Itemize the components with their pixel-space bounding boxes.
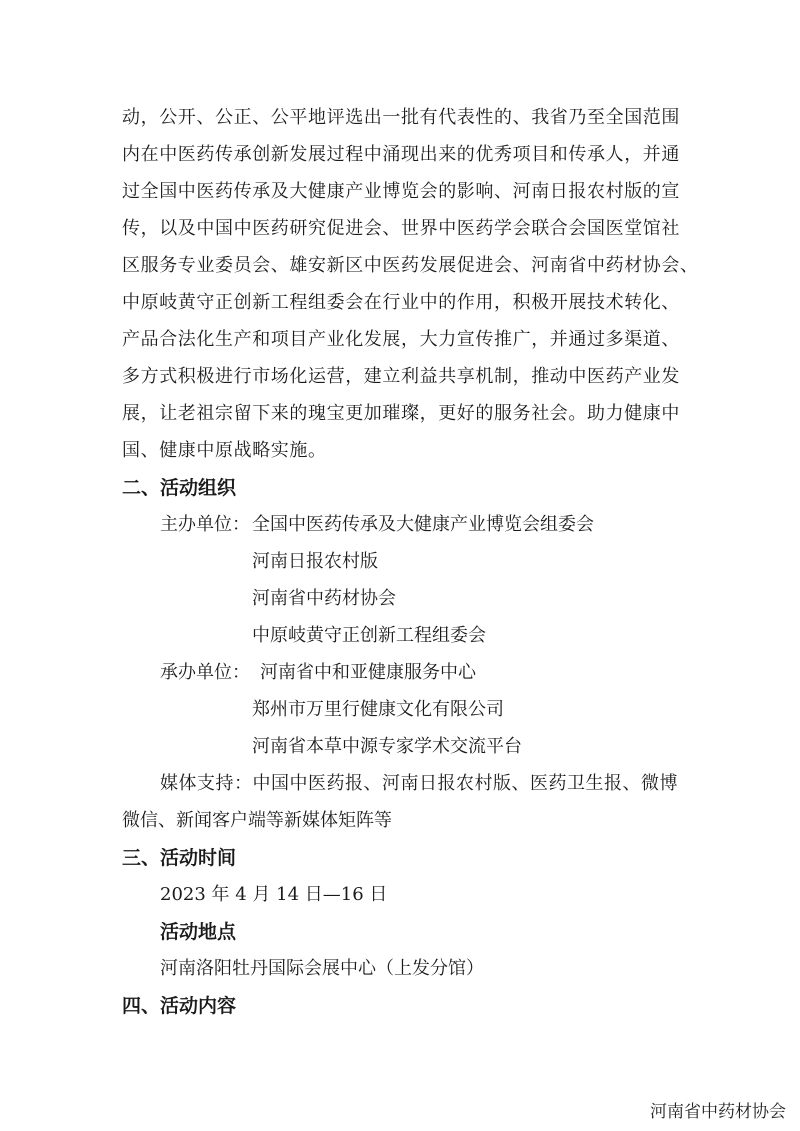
media-support-line2: 微信、新闻客户端等新媒体矩阵等 [122,810,392,831]
location-heading: 活动地点 [160,921,237,943]
intro-line: 传，以及中国中医药研究促进会、世界中医药学会联合会国医堂馆社 [122,218,680,239]
event-location: 河南洛阳牡丹国际会展中心（上发分馆） [160,958,484,979]
intro-line: 展，让老祖宗留下来的瑰宝更加璀璨，更好的服务社会。助力健康中 [122,403,680,424]
host-unit: 河南日报农村版 [252,551,378,572]
organizer-label: 承办单位： [160,662,250,683]
organizer-unit: 河南省中和亚健康服务中心 [260,662,476,683]
media-support-line1: 媒体支持：中国中医药报、河南日报农村版、医药卫生报、微博 [160,773,678,794]
event-date: 2023 年 4 月 14 日—16 日 [160,884,388,905]
intro-line: 区服务专业委员会、雄安新区中医药发展促进会、河南省中药材协会、 [122,255,699,276]
organizer-unit: 河南省本草中源专家学术交流平台 [252,736,522,757]
intro-line: 内在中医药传承创新发展过程中涌现出来的优秀项目和传承人，并通 [122,144,680,165]
section2-heading: 二、活动组织 [122,477,237,499]
organizer-unit: 郑州市万里行健康文化有限公司 [252,699,504,720]
host-unit: 河南省中药材协会 [252,588,396,609]
host-unit: 中原岐黄守正创新工程组委会 [252,625,486,646]
host-unit: 全国中医药传承及大健康产业博览会组委会 [252,514,594,535]
intro-line: 中原岐黄守正创新工程组委会在行业中的作用，积极开展技术转化、 [122,292,680,313]
intro-line: 动，公开、公正、公平地评选出一批有代表性的、我省乃至全国范围 [122,107,680,128]
section3-heading: 三、活动时间 [122,847,237,869]
intro-line: 过全国中医药传承及大健康产业博览会的影响、河南日报农村版的宣 [122,181,680,202]
footer-organization: 河南省中药材协会 [650,1102,786,1122]
intro-line: 国、健康中原战略实施。 [122,440,327,461]
intro-line: 产品合法化生产和项目产业化发展，大力宣传推广，并通过多渠道、 [122,329,680,350]
host-label: 主办单位： [160,514,250,535]
intro-line: 多方式积极进行市场化运营，建立利益共享机制，推动中医药产业发 [122,366,680,387]
section4-heading: 四、活动内容 [122,995,237,1017]
